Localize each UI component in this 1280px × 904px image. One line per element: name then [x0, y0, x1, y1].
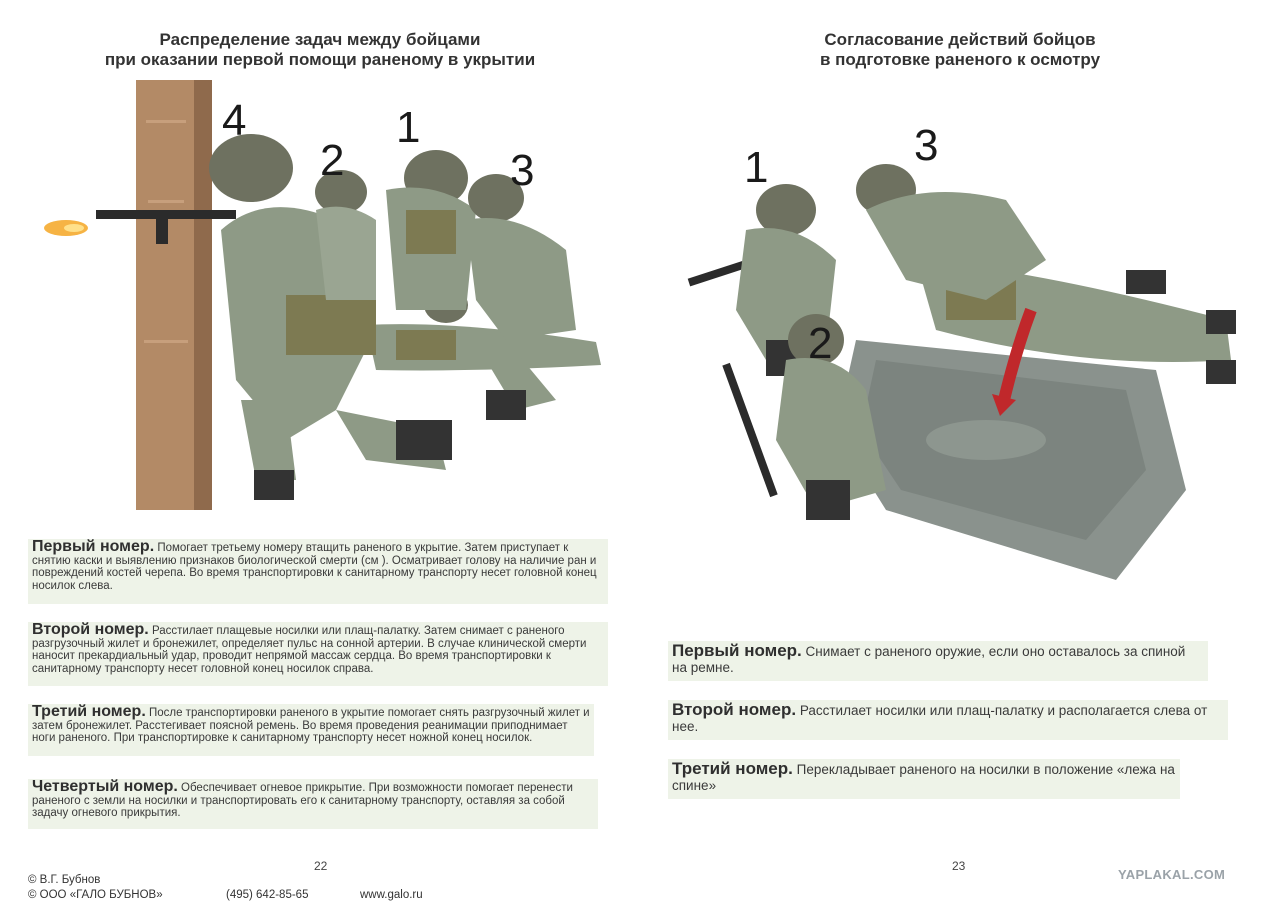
role-text: Помогает третьему номеру втащить раненого в укрытие. Затем приступает к снятию каски и выявлению признаков биологической смерти (см ). Осматривает голову на наличие ран и повреждений костей черепа. Во время транспортировки к санитарному транспорту несет головной конец носилок слева. [32, 542, 597, 592]
soldiers-cover-illustration [36, 80, 616, 510]
role-text: После транспортировки раненого в укрытие помогает снять разгрузочный жилет и затем бронежилет. Расстегивает поясной ремень. Во время проведения реанимации приподнимает ноги раненого. При транспортировке к санитарному транспорту несет ножной конец носилок. [32, 707, 590, 745]
figure-label-1: 1 [744, 143, 769, 192]
figure-label-2: 2 [808, 319, 833, 368]
watermark: YAPLAKAL.COM [1118, 867, 1226, 882]
left-page-title: Распределение задач между бойцами при оказании первой помощи раненому в укрытии [104, 30, 536, 69]
role-block-third [28, 704, 594, 756]
role-text: Расстилает плащевые носилки или плащ-палатку. Затем снимает с раненого разгрузочный жилет и бронежилет, определяет пульс на сонной артерии. В случае клинической смерти наносит прекардиальный удар, проводит непрямой массаж сердца. Во время транспортировки к санитарному транспорту несет головной конец носилок справа. [32, 625, 587, 675]
role-heading: Второй номер. [32, 621, 149, 638]
wall-corner [136, 80, 212, 510]
role-text: Снимает с раненого оружие, если оно оставалось за спиной на ремне. [672, 644, 1186, 675]
role-block-fourth [28, 779, 598, 829]
footer-company: © ООО «ГАЛО БУБНОВ» [28, 889, 163, 901]
footer-site: www.galo.ru [360, 889, 423, 901]
figure-label-2: 2 [320, 136, 345, 185]
figure-label-3: 3 [914, 121, 939, 170]
figure-label-4: 4 [222, 96, 247, 145]
role-heading: Второй номер. [672, 700, 797, 719]
soldier-3 [856, 164, 1166, 300]
right-page-title: Согласование действий бойцов в подготовке раненого к осмотру [819, 30, 1101, 69]
right-page [640, 0, 1280, 904]
role-heading: Третий номер. [32, 703, 146, 720]
soldier-1 [386, 150, 476, 310]
role-block-third [668, 759, 1180, 799]
page-number: 23 [952, 859, 966, 873]
soldier-2 [315, 170, 376, 300]
figure-label-3: 3 [510, 146, 535, 195]
page-number: 22 [314, 859, 328, 873]
muzzle-flash [44, 220, 88, 236]
role-text: Перекладывает раненого на носилки в положение «лежа на спине» [672, 762, 1175, 793]
role-block-first [668, 641, 1208, 681]
role-block-first [28, 539, 608, 604]
role-heading: Третий номер. [672, 759, 793, 778]
footer-author: © В.Г. Бубнов [28, 874, 101, 886]
role-text: Обеспечивает огневое прикрытие. При возможности помогает перенести раненого с земли на носилки и транспортировать его к санитарному транспорту, оставляя за собой задачу огневого прикрытия. [32, 782, 573, 820]
stretcher-illustration [686, 110, 1246, 590]
footer-phone: (495) 642-85-65 [226, 889, 309, 901]
role-text: Расстилает носилки или плащ-палатку и располагается слева от нее. [672, 703, 1208, 734]
figure-label-1: 1 [396, 103, 421, 152]
role-block-second [28, 622, 608, 686]
role-heading: Четвертый номер. [32, 778, 178, 795]
role-heading: Первый номер. [32, 538, 155, 555]
role-heading: Первый номер. [672, 641, 802, 660]
role-block-second [668, 700, 1228, 740]
soldier-3 [466, 174, 576, 420]
